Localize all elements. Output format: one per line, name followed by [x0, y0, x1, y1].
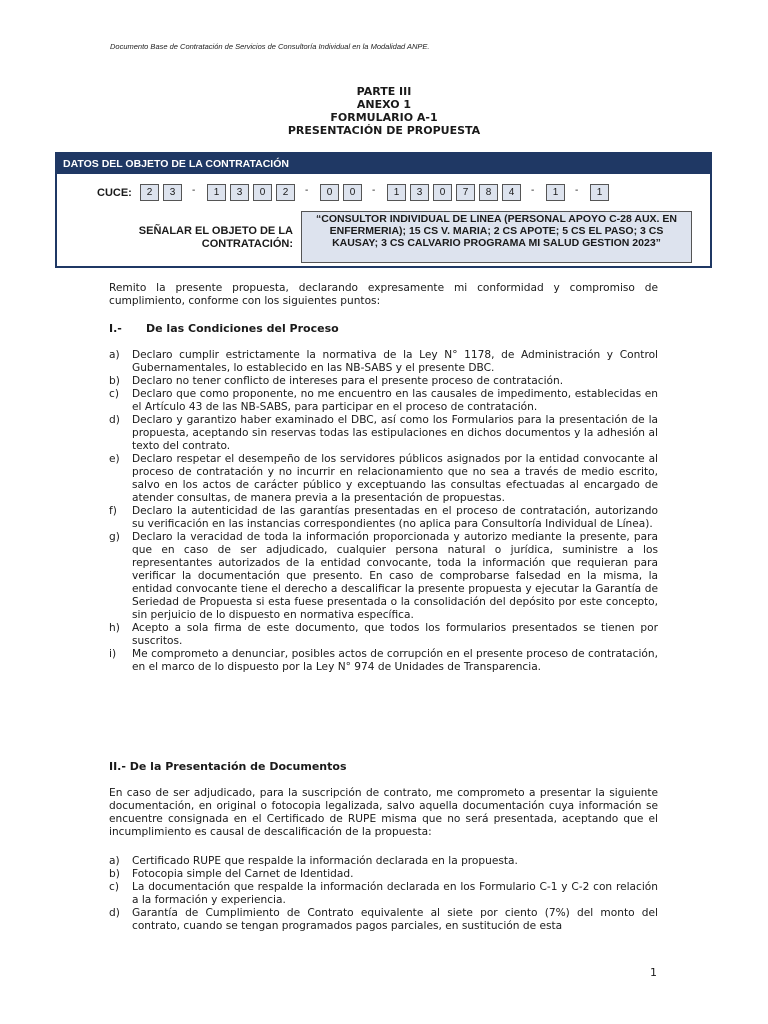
- cuce-digit: 0: [343, 184, 362, 201]
- cuce-separator: -: [531, 185, 535, 196]
- cuce-digit: 0: [253, 184, 272, 201]
- cuce-label: CUCE:: [97, 187, 132, 199]
- title-annex: ANEXO 1: [356, 98, 412, 111]
- conditions-list: [109, 349, 658, 674]
- list-item: e) Declaro respetar el desempeño de los servidores públicos asignados por la entidad convocante al proceso de contratación y no incurrir en relacionamiento que no sea a través de medio escrito, salvo en los actos de carácter público y exceptuando las consultas efectuadas al encargado de atender consultas, de manera previa a la presentación de propuestas.: [109, 453, 658, 504]
- object-value: “CONSULTOR INDIVIDUAL DE LINEA (PERSONAL APOYO C-28 AUX. EN ENFERMERIA); 15 CS V. MARIA; 2 CS APOTE; 5 CS EL PASO; 3 CS KAUSAY; 3 CS CALVARIO PROGRAMA MI SALUD GESTION 2023”: [301, 211, 692, 263]
- list-item: a) Certificado RUPE que respalde la información declarada en la propuesta.: [109, 855, 518, 867]
- list-item: d) Declaro y garantizo haber examinado el DBC, así como los Formularios para la presentación de la propuesta, aceptando sin reservas todas las estipulaciones en dichos documentos y la adhesión al texto del contrato.: [109, 414, 658, 452]
- list-item: i) Me comprometo a denunciar, posibles actos de corrupción en el presente proceso de contratación, en el marco de lo dispuesto por la Ley N° 974 de Unidades de Transparencia.: [109, 648, 658, 673]
- cuce-digit: 1: [546, 184, 565, 201]
- cuce-separator: -: [192, 185, 196, 196]
- section-2-heading: II.- De la Presentación de Documentos: [109, 760, 347, 773]
- cuce-digit: 3: [230, 184, 249, 201]
- cuce-digit: 8: [479, 184, 498, 201]
- list-item: h) Acepto a sola firma de este documento, que todos los formularios presentados se tienen por suscritos.: [109, 622, 658, 647]
- page-number: 1: [650, 966, 657, 979]
- cuce-separator: -: [372, 185, 376, 196]
- cuce-digit: 0: [433, 184, 452, 201]
- section-1-heading: [109, 322, 658, 335]
- cuce-separator: -: [305, 185, 309, 196]
- list-item: d) Garantía de Cumplimiento de Contrato equivalente al siete por ciento (7%) del monto del contrato, cuando se tengan programados pagos parciales, en sustitución de esta: [109, 907, 658, 932]
- list-item: b) Fotocopia simple del Carnet de Identidad.: [109, 868, 354, 880]
- list-item: c) Declaro que como proponente, no me encuentro en las causales de impedimento, establecidas en el Artículo 43 de las NB-SABS, para participar en el proceso de contratación.: [109, 388, 658, 413]
- section-1-number: I.-: [109, 322, 122, 335]
- documents-list: [109, 855, 658, 933]
- document-titles: [0, 85, 768, 137]
- section-1-title: De las Condiciones del Proceso: [146, 322, 339, 335]
- section-2-intro: En caso de ser adjudicado, para la suscripción de contrato, me comprometo a presentar la siguiente documentación, en original o fotocopia legalizada, salvo aquella documentación cuya información se encuentre consignada en el Certificado de RUPE misma que no será presentada, aceptando que el incumplimiento es causal de descalificación de la propuesta:: [109, 787, 658, 838]
- running-header: Documento Base de Contratación de Servicios de Consultoría Individual en la Modalidad ANPE.: [110, 42, 430, 51]
- cuce-digit: 3: [163, 184, 182, 201]
- title-presentation: PRESENTACIÓN DE PROPUESTA: [287, 124, 481, 137]
- title-form: FORMULARIO A-1: [330, 111, 438, 124]
- list-item: a) Declaro cumplir estrictamente la normativa de la Ley N° 1178, de Administración y Control Gubernamentales, lo establecido en las NB-SABS y el presente DBC.: [109, 349, 658, 374]
- contract-data-header: DATOS DEL OBJETO DE LA CONTRATACIÓN: [57, 154, 710, 174]
- cuce-digit: 2: [276, 184, 295, 201]
- list-item: g) Declaro la veracidad de toda la información proporcionada y autorizo mediante la presente, para que en caso de ser adjudicado, cualquier persona natural o jurídica, suministre a los representantes autorizados de la entidad convocante, toda la información que requieran para verificar la documentación que presento. En caso de comprobarse falsedad en la misma, la entidad convocante tiene el derecho a descalificar la presente propuesta y ejecutar la Garantía de Seriedad de Propuesta si esta fuese presentada o la consolidación del depósito por este concepto, sin perjuicio de lo dispuesto en normativa específica.: [109, 531, 658, 621]
- list-item: c) La documentación que respalde la información declarada en los Formulario C-1 y C-2 con relación a la formación y experiencia.: [109, 881, 658, 906]
- cuce-digit: 3: [410, 184, 429, 201]
- cuce-digit: 1: [207, 184, 226, 201]
- cuce-digit: 7: [456, 184, 475, 201]
- contract-data-box: [55, 152, 712, 268]
- cuce-digit: 4: [502, 184, 521, 201]
- object-label: SEÑALAR EL OBJETO DE LA CONTRATACIÓN:: [138, 225, 293, 250]
- cuce-separator: -: [575, 185, 579, 196]
- cuce-digit: 2: [140, 184, 159, 201]
- cuce-digit: 1: [387, 184, 406, 201]
- cuce-digit: 1: [590, 184, 609, 201]
- list-item: f) Declaro la autenticidad de las garantías presentadas en el proceso de contratación, autorizando su verificación en las instancias correspondientes (no aplica para Consultoría Individual de Línea).: [109, 505, 658, 530]
- cuce-digit: 0: [320, 184, 339, 201]
- intro-paragraph: Remito la presente propuesta, declarando expresamente mi conformidad y compromiso de cumplimiento, conforme con los siguientes puntos:: [109, 282, 658, 307]
- list-item: b) Declaro no tener conflicto de intereses para el presente proceso de contratación.: [109, 375, 564, 387]
- title-part: PARTE III: [356, 85, 412, 98]
